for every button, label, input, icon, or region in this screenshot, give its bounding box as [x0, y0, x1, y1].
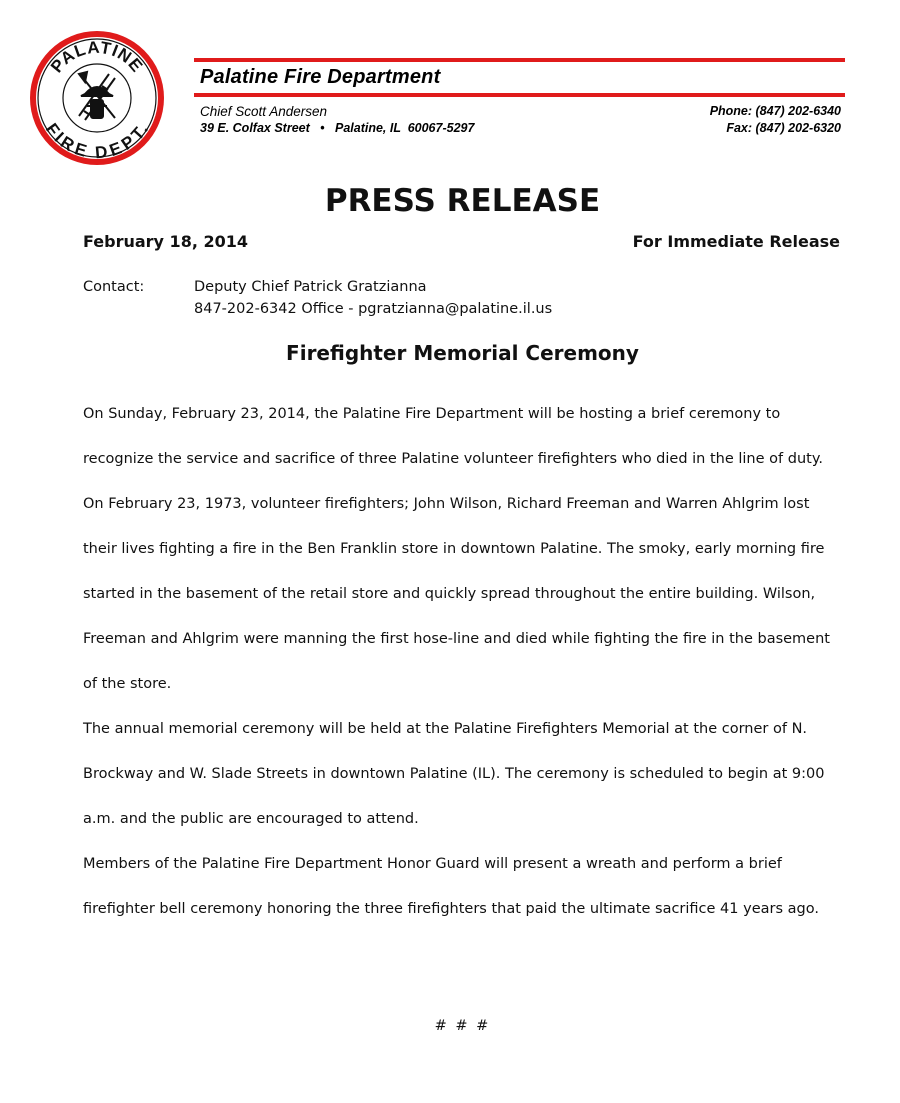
seal-bottom-text: FIRE DEPT. — [41, 119, 153, 163]
press-release-title: PRESS RELEASE — [324, 183, 601, 219]
seal-top-text: PALATINE — [47, 37, 147, 77]
header-top-rule — [194, 58, 845, 62]
fax-number: Fax: (847) 202-6320 — [726, 121, 841, 135]
phone-number: Phone: (847) 202-6340 — [709, 104, 841, 118]
release-date: February 18, 2014 — [83, 232, 248, 251]
headline: Firefighter Memorial Ceremony — [286, 341, 639, 365]
release-status: For Immediate Release — [632, 232, 840, 251]
header-bottom-rule — [194, 93, 845, 97]
fire-department-seal-logo — [27, 28, 167, 168]
department-name: Palatine Fire Department — [200, 66, 441, 88]
contact-label: Contact: — [83, 279, 145, 295]
paragraph: The annual memorial ceremony will be held at the Palatine Firefighters Memorial at the corner of N. Brockway and W. Slade Streets in downtown Palatine (IL). The ceremony is scheduled to begin at 9:00 a.m. and the public are encouraged to attend. — [83, 721, 825, 827]
paragraph: Members of the Palatine Fire Department Honor Guard will present a wreath and perform a brief firefighter bell ceremony honoring the three firefighters that paid the ultimate sacrifice 41 years ago. — [83, 856, 819, 917]
chief-name: Chief Scott Andersen — [200, 104, 328, 119]
paragraph: On Sunday, February 23, 2014, the Palatine Fire Department will be hosting a brief ceremony to recognize the service and sacrifice of three Palatine volunteer firefighters who died in the line of duty. — [83, 406, 823, 467]
paragraph: On February 23, 1973, volunteer firefighters; John Wilson, Richard Freeman and Warren Ahlgrim lost their lives fighting a fire in the Ben Franklin store in downtown Palatine. The smoky, early morning fire started in the basement of the retail store and quickly spread throughout the entire building. Wilson, Freeman and Ahlgrim were manning the first hose-line and died while fighting the fire in the basement of the store. — [83, 496, 830, 692]
contact-name: Deputy Chief Patrick Gratzianna — [194, 279, 427, 295]
end-mark: # # # — [434, 1018, 491, 1034]
contact-details: 847-202-6342 Office - pgratzianna@palatine.il.us — [194, 301, 553, 317]
department-address: 39 E. Colfax Street • Palatine, IL 60067-5297 — [200, 121, 475, 135]
press-release-body — [83, 392, 843, 932]
